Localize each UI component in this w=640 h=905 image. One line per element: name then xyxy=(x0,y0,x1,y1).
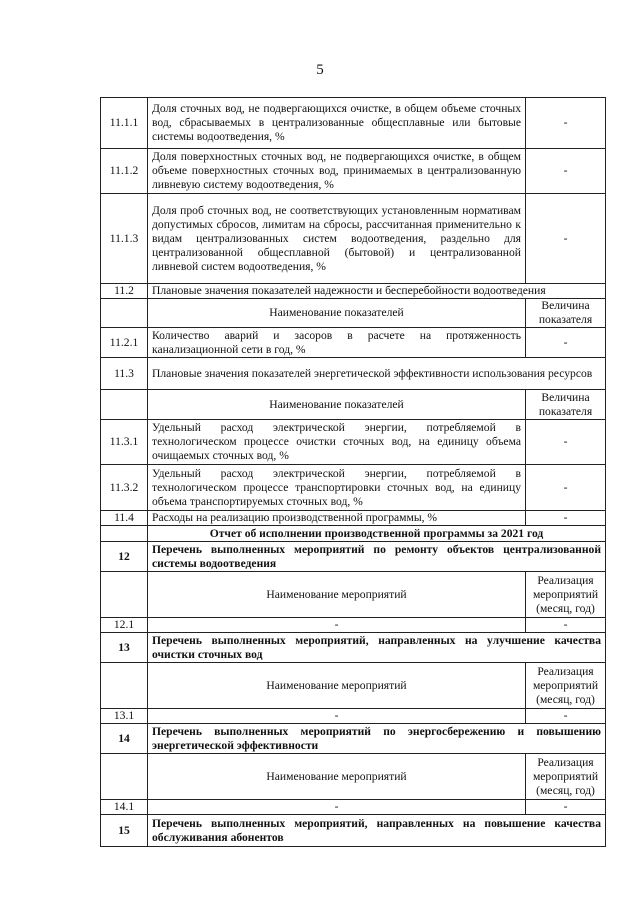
row-number: 11.4 xyxy=(101,511,148,526)
section-row xyxy=(101,358,606,390)
column-header-row xyxy=(101,572,606,618)
section-title: Плановые значения показателей энергетической эффективности использования ресурсов xyxy=(148,358,606,390)
row-number: 11.3.2 xyxy=(101,465,148,511)
table-row xyxy=(101,420,606,465)
table-row xyxy=(101,800,606,815)
section-number: 11.2 xyxy=(101,284,148,299)
table-row xyxy=(101,328,606,358)
indicator-name: Доля проб сточных вод, не соответствующих установленным нормативам допустимых сбросов, лимитам на сбросы, рассчитанная применительно к видам централизованных систем водоотведения, раздельно для централизованной общесплавной (бытовой) и централизованной ливневой систем водоотведения, % xyxy=(148,194,526,284)
section-title: Перечень выполненных мероприятий, направленных на улучшение качества очистки сточных вод xyxy=(148,633,606,663)
column-header-name: Наименование показателей xyxy=(148,390,526,420)
measure-value: - xyxy=(526,800,606,815)
indicator-name: Количество аварий и засоров в расчете на протяженность канализационной сети в год, % xyxy=(148,328,526,358)
column-header-row xyxy=(101,390,606,420)
column-header-value: Реализация мероприятий (месяц, год) xyxy=(526,663,606,709)
indicators-table xyxy=(100,97,606,847)
section-number: 15 xyxy=(101,815,148,847)
section-number: 12 xyxy=(101,542,148,572)
column-header-name: Наименование мероприятий xyxy=(148,572,526,618)
column-header-name: Наименование мероприятий xyxy=(148,663,526,709)
page-number: 5 xyxy=(316,62,324,78)
indicator-name: Удельный расход электрической энергии, потребляемой в технологическом процессе транспортировки сточных вод, на единицу объема транспортируемых сточных вод, % xyxy=(148,465,526,511)
column-header-value: Величина показателя xyxy=(526,390,606,420)
column-header-name: Наименование мероприятий xyxy=(148,754,526,800)
indicator-name: Доля поверхностных сточных вод, не подвергающихся очистке, в общем объеме поверхностных сточных вод, принимаемых в централизованную ливневую систему водоотведения, % xyxy=(148,149,526,194)
indicator-name: Удельный расход электрической энергии, потребляемой в технологическом процессе очистки сточных вод, на единицу объема очищаемых сточных вод, % xyxy=(148,420,526,465)
column-header-row xyxy=(101,754,606,800)
table-row xyxy=(101,98,606,149)
section-row xyxy=(101,284,606,299)
row-number: 11.1.3 xyxy=(101,194,148,284)
section-row xyxy=(101,815,606,847)
measure-name: - xyxy=(148,709,526,724)
report-title: Отчет об исполнении производственной программы за 2021 год xyxy=(148,526,606,542)
row-number: 14.1 xyxy=(101,800,148,815)
section-row xyxy=(101,633,606,663)
section-title: Плановые значения показателей надежности и бесперебойности водоотведения xyxy=(148,284,606,299)
row-number: 11.3.1 xyxy=(101,420,148,465)
section-row xyxy=(101,724,606,754)
section-number: 13 xyxy=(101,633,148,663)
table-row xyxy=(101,465,606,511)
indicator-value: - xyxy=(526,194,606,284)
measure-name: - xyxy=(148,800,526,815)
column-header-value: Величина показателя xyxy=(526,299,606,328)
section-number: 11.3 xyxy=(101,358,148,390)
indicator-name: Расходы на реализацию производственной программы, % xyxy=(148,511,526,526)
table-row xyxy=(101,511,606,526)
section-title: Перечень выполненных мероприятий по энергосбережению и повышению энергетической эффективности xyxy=(148,724,606,754)
measure-value: - xyxy=(526,709,606,724)
indicator-value: - xyxy=(526,328,606,358)
column-header-value: Реализация мероприятий (месяц, год) xyxy=(526,754,606,800)
indicator-value: - xyxy=(526,149,606,194)
indicator-value: - xyxy=(526,420,606,465)
row-number: 13.1 xyxy=(101,709,148,724)
measure-value: - xyxy=(526,618,606,633)
column-header-row xyxy=(101,299,606,328)
column-header-row xyxy=(101,663,606,709)
row-number: 12.1 xyxy=(101,618,148,633)
row-number: 11.1.2 xyxy=(101,149,148,194)
indicator-value: - xyxy=(526,511,606,526)
section-number: 14 xyxy=(101,724,148,754)
measure-name: - xyxy=(148,618,526,633)
row-number: 11.2.1 xyxy=(101,328,148,358)
row-number: 11.1.1 xyxy=(101,98,148,149)
section-title: Перечень выполненных мероприятий, направленных на повышение качества обслуживания абонентов xyxy=(148,815,606,847)
table-row xyxy=(101,618,606,633)
table-row xyxy=(101,709,606,724)
table-row xyxy=(101,149,606,194)
section-title: Перечень выполненных мероприятий по ремонту объектов централизованной системы водоотведения xyxy=(148,542,606,572)
indicator-value: - xyxy=(526,98,606,149)
report-title-row xyxy=(101,526,606,542)
indicator-value: - xyxy=(526,465,606,511)
column-header-value: Реализация мероприятий (месяц, год) xyxy=(526,572,606,618)
column-header-name: Наименование показателей xyxy=(148,299,526,328)
section-row xyxy=(101,542,606,572)
indicator-name: Доля сточных вод, не подвергающихся очистке, в общем объеме сточных вод, сбрасываемых в централизованные общесплавные или бытовые системы водоотведения, % xyxy=(148,98,526,149)
table-row xyxy=(101,194,606,284)
